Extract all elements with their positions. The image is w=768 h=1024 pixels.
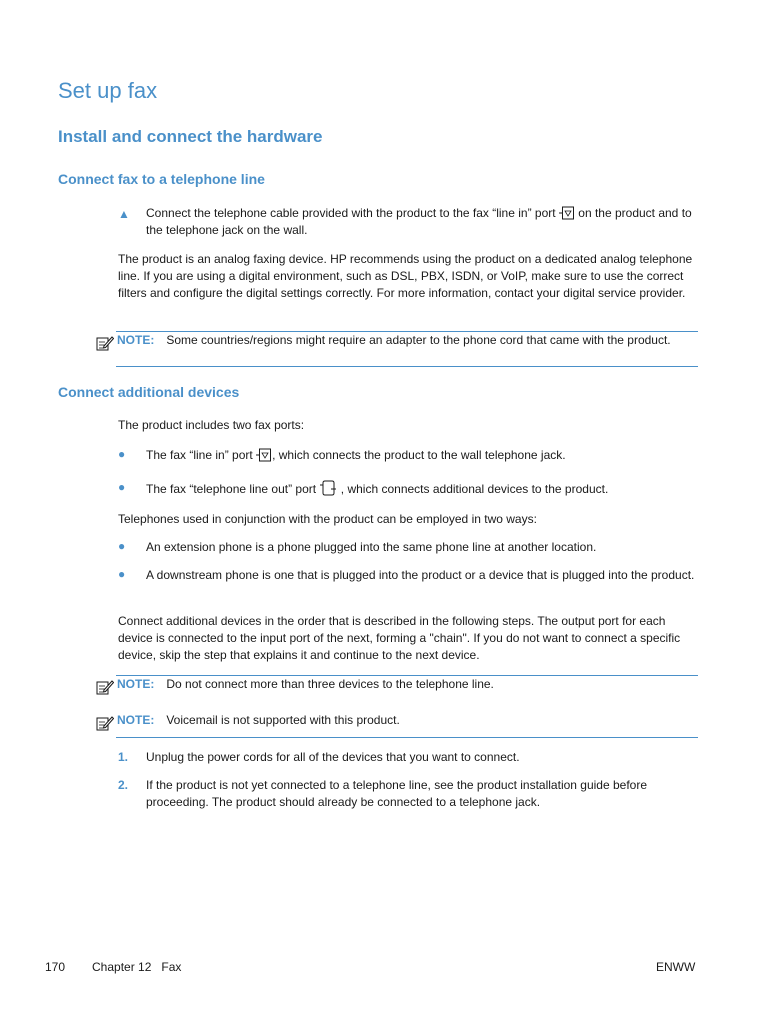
step-number: 2. — [118, 778, 129, 792]
note-pencil-icon — [96, 715, 114, 731]
step-connect-cable-text-a: Connect the telephone cable provided with the product to the fax “line in” port — [146, 206, 556, 220]
bullet-dot-icon: ● — [118, 567, 126, 581]
note-text: Do not connect more than three devices to the telephone line. — [166, 677, 494, 691]
step-connect-cable — [118, 205, 698, 239]
bullet-dot-icon: ● — [118, 480, 126, 494]
step-text: Unplug the power cords for all of the devices that you want to connect. — [146, 750, 520, 764]
list-item-downstream-phone: ● A downstream phone is one that is plugged into the product or a device that is plugged into the product. — [118, 567, 695, 582]
note-label: NOTE: — [117, 333, 155, 347]
note-label: NOTE: — [117, 713, 155, 727]
step-triangle-icon: ▲ — [118, 207, 130, 221]
bullet-dot-icon: ● — [118, 539, 126, 553]
chapter-label: Chapter 12 Fax — [92, 960, 182, 974]
note-text: Some countries/regions might require an adapter to the phone cord that came with the product. — [166, 333, 671, 347]
subsection-heading-additional-devices: Connect additional devices — [58, 384, 240, 400]
list-item-line-in-port: ● The fax “line in” port , which connects the product to the wall telephone jack. — [118, 447, 566, 462]
line-in-port-icon — [256, 448, 272, 462]
chain-paragraph: Connect additional devices in the order that is described in the following steps. The output port for each device is connected to the input port of the next, forming a "chain". If you do not want to connect a specific device, skip the step that explains it and continue to the next device. — [118, 614, 681, 662]
note-three-devices — [96, 675, 698, 697]
bullet-dot-icon: ● — [118, 447, 126, 461]
note-pencil-icon — [96, 335, 114, 351]
list-item-line-out-port: ● The fax “telephone line out” port , which connects additional devices to the product. — [118, 480, 609, 496]
note-pencil-icon — [96, 679, 114, 695]
fax-ports-intro: The product includes two fax ports: — [118, 418, 305, 432]
subsection-heading-telephone-line: Connect fax to a telephone line — [58, 171, 265, 187]
note-adapter — [96, 331, 698, 367]
note-voicemail — [96, 711, 698, 738]
step-unplug — [118, 749, 698, 767]
step-text: If the product is not yet connected to a telephone line, see the product installation guide before proceeding. The product should already be connected to a telephone jack. — [146, 778, 648, 809]
usage-intro: Telephones used in conjunction with the product can be employed in two ways: — [118, 512, 537, 526]
note-text: Voicemail is not supported with this product. — [166, 713, 400, 727]
page-title: Set up fax — [58, 78, 158, 103]
edition-label: ENWW — [656, 960, 696, 974]
section-heading: Install and connect the hardware — [58, 127, 323, 146]
line-in-port-icon — [559, 206, 575, 220]
step-number: 1. — [118, 750, 129, 764]
analog-device-paragraph: The product is an analog faxing device. HP recommends using the product on a dedicated analog telephone line. If you are using a digital environment, such as DSL, PBX, ISDN, or VoIP, make sure to use the correct filters and configure the digital settings correctly. For more information, contact your digital service provider. — [118, 252, 693, 300]
step-connect-line — [118, 777, 698, 811]
note-label: NOTE: — [117, 677, 155, 691]
page-number: 170 — [45, 960, 66, 974]
step-connect-cable-text-b: on the product and to the telephone jack on the wall. — [146, 206, 692, 237]
line-out-port-icon — [319, 480, 337, 496]
list-item-extension-phone: ● An extension phone is a phone plugged into the same phone line at another location. — [118, 539, 597, 554]
